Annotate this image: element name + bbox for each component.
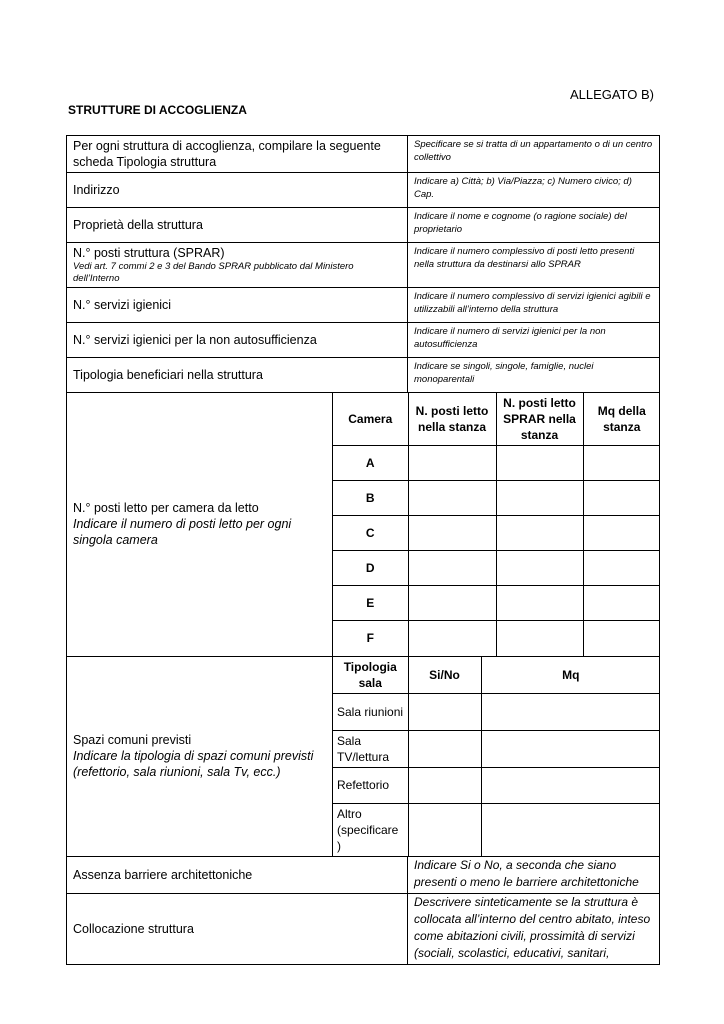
si-no-input[interactable] <box>408 767 481 803</box>
camera-row <box>333 621 660 656</box>
si-no-input[interactable] <box>408 730 481 767</box>
posti-sprar-stanza-input[interactable] <box>496 516 583 551</box>
camera-letter: D <box>333 551 408 586</box>
posti-sprar-stanza-input[interactable] <box>496 481 583 516</box>
posti-camera-sub: Indicare il numero di posti letto per ogni singola camera <box>73 517 292 548</box>
row-posti-camera <box>67 393 660 657</box>
camera-letter: E <box>333 586 408 621</box>
sala-name: Sala TV/lettura <box>333 730 408 767</box>
row-posti-sprar <box>67 243 660 288</box>
camera-row <box>333 516 660 551</box>
proprieta-field[interactable]: Indicare il nome e cognome (o ragione sociale) del proprietario <box>408 208 660 243</box>
si-no-input[interactable] <box>408 803 481 856</box>
servizi-non-auto-label: N.° servizi igienici per la non autosufficienza <box>67 323 408 358</box>
barriere-label: Assenza barriere architettoniche <box>67 856 408 893</box>
row-tipologia-struttura <box>67 136 660 173</box>
camera-grid <box>333 393 660 656</box>
indirizzo-field[interactable]: Indicare a) Città; b) Via/Piazza; c) Numero civico; d) Cap. <box>408 173 660 208</box>
row-indirizzo <box>67 173 660 208</box>
spazi-comuni-label-cell <box>67 656 333 856</box>
posti-sprar-field[interactable]: Indicare il numero complessivo di posti letto presenti nella struttura da destinarsi allo SPRAR <box>408 243 660 288</box>
camera-grid-cell <box>333 393 660 657</box>
indirizzo-label: Indirizzo <box>67 173 408 208</box>
camera-letter: F <box>333 621 408 656</box>
si-no-input[interactable] <box>408 693 481 730</box>
posti-sprar-stanza-input[interactable] <box>496 586 583 621</box>
camera-row <box>333 586 660 621</box>
row-barriere <box>67 856 660 893</box>
servizi-igienici-label: N.° servizi igienici <box>67 288 408 323</box>
posti-sprar-sub: Vedi art. 7 commi 2 e 3 del Bando SPRAR pubblicato dal Ministero dell’Interno <box>73 261 354 284</box>
posti-stanza-input[interactable] <box>408 621 496 656</box>
posti-stanza-input[interactable] <box>408 516 496 551</box>
row-servizi-igienici <box>67 288 660 323</box>
mq-stanza-input[interactable] <box>583 586 660 621</box>
posti-sprar-stanza-input[interactable] <box>496 621 583 656</box>
camera-header-row <box>333 393 660 446</box>
posti-sprar-stanza-input[interactable] <box>496 446 583 481</box>
posti-camera-label: N.° posti letto per camera da letto <box>73 501 259 516</box>
camera-letter: B <box>333 481 408 516</box>
mq-input[interactable] <box>481 693 660 730</box>
camera-header: Camera <box>333 393 408 446</box>
spazi-grid-cell <box>333 656 660 856</box>
sala-name: Sala riunioni <box>333 693 408 730</box>
sala-row <box>333 767 660 803</box>
mq-stanza-input[interactable] <box>583 551 660 586</box>
proprieta-label: Proprietà della struttura <box>67 208 408 243</box>
tipologia-struttura-label: Per ogni struttura di accoglienza, compilare la seguente scheda Tipologia struttura <box>67 136 408 173</box>
camera-row <box>333 481 660 516</box>
camera-letter: A <box>333 446 408 481</box>
spazi-comuni-sub: Indicare la tipologia di spazi comuni previsti (refettorio, sala riunioni, sala Tv, ecc.) <box>73 749 314 779</box>
posti-sprar-label-cell <box>67 243 408 288</box>
row-collocazione <box>67 893 660 964</box>
collocazione-field[interactable]: Descrivere sinteticamente se la struttura è collocata all’interno del centro abitato, inteso come abitazioni civili, prossimità di servizi (sociali, scolastici, educativi, sanitari, <box>408 893 660 964</box>
mq-input[interactable] <box>481 767 660 803</box>
spazi-comuni-label: Spazi comuni previsti <box>73 733 192 747</box>
tipologia-beneficiari-field[interactable]: Indicare se singoli, singole, famiglie, nuclei monoparentali <box>408 358 660 393</box>
camera-row <box>333 551 660 586</box>
collocazione-label: Collocazione struttura <box>67 893 408 964</box>
spazi-header-row <box>333 657 660 694</box>
posti-stanza-input[interactable] <box>408 551 496 586</box>
sala-row <box>333 803 660 856</box>
row-servizi-non-auto <box>67 323 660 358</box>
document-title: STRUTTURE DI ACCOGLIENZA <box>68 103 247 117</box>
servizi-non-auto-field[interactable]: Indicare il numero di servizi igienici per la non autosufficienza <box>408 323 660 358</box>
tipologia-struttura-field[interactable]: Specificare se si tratta di un appartamento o di un centro collettivo <box>408 136 660 173</box>
posti-stanza-input[interactable] <box>408 481 496 516</box>
mq-header: Mq <box>481 657 660 694</box>
mq-stanza-input[interactable] <box>583 481 660 516</box>
camera-letter: C <box>333 516 408 551</box>
row-spazi-comuni <box>67 656 660 856</box>
posti-stanza-input[interactable] <box>408 586 496 621</box>
posti-sprar-stanza-header: N. posti letto SPRAR nella stanza <box>496 393 583 446</box>
sala-name: Refettorio <box>333 767 408 803</box>
mq-stanza-header: Mq della stanza <box>583 393 660 446</box>
structure-form-table <box>66 135 660 965</box>
posti-stanza-header: N. posti letto nella stanza <box>408 393 496 446</box>
tipologia-sala-header: Tipologia sala <box>333 657 408 694</box>
servizi-igienici-field[interactable]: Indicare il numero complessivo di servizi igienici agibili e utilizzabili all’interno della struttura <box>408 288 660 323</box>
sala-name: Altro (specificare ) <box>333 803 408 856</box>
barriere-field[interactable]: Indicare Si o No, a seconda che siano presenti o meno le barriere architettoniche <box>408 856 660 893</box>
posti-sprar-label: N.° posti struttura (SPRAR) <box>73 246 225 260</box>
row-proprieta <box>67 208 660 243</box>
posti-camera-label-cell <box>67 393 333 657</box>
row-tipologia-beneficiari <box>67 358 660 393</box>
posti-stanza-input[interactable] <box>408 446 496 481</box>
mq-stanza-input[interactable] <box>583 621 660 656</box>
sala-row <box>333 693 660 730</box>
posti-sprar-stanza-input[interactable] <box>496 551 583 586</box>
mq-stanza-input[interactable] <box>583 446 660 481</box>
camera-row <box>333 446 660 481</box>
sala-row <box>333 730 660 767</box>
spazi-grid <box>333 657 660 856</box>
mq-stanza-input[interactable] <box>583 516 660 551</box>
tipologia-beneficiari-label: Tipologia beneficiari nella struttura <box>67 358 408 393</box>
mq-input[interactable] <box>481 803 660 856</box>
si-no-header: Si/No <box>408 657 481 694</box>
allegato-label: ALLEGATO B) <box>569 87 654 102</box>
mq-input[interactable] <box>481 730 660 767</box>
